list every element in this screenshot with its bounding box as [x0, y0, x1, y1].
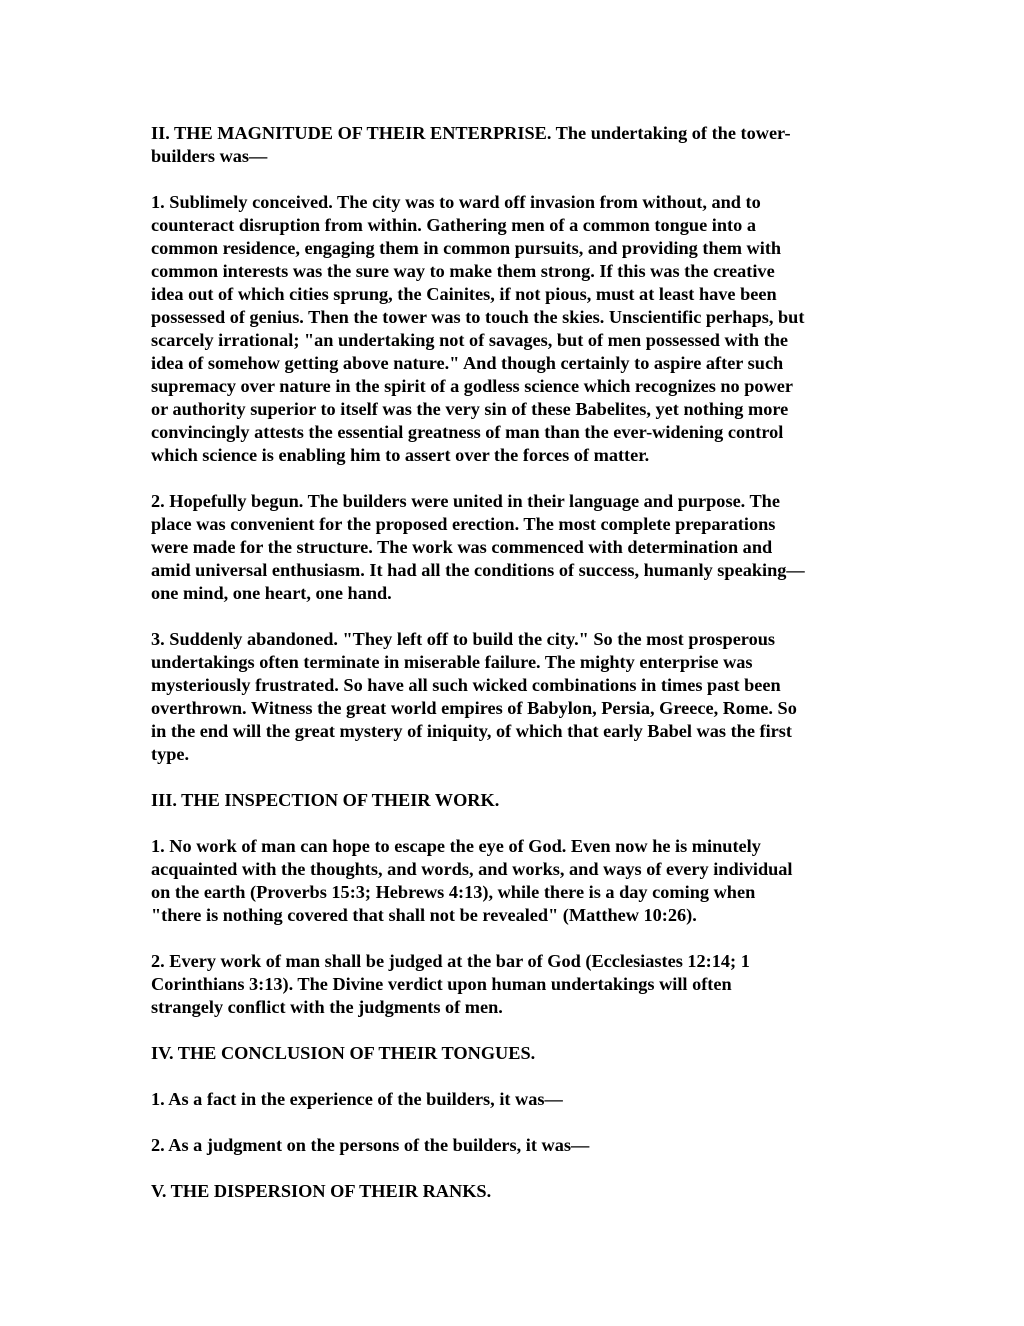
text-line: one mind, one heart, one hand.	[151, 583, 392, 603]
document-body	[151, 122, 876, 1226]
text-line: overthrown. Witness the great world empires of Babylon, Persia, Greece, Rome. So	[151, 698, 797, 718]
text-line: V. THE DISPERSION OF THEIR RANKS.	[151, 1181, 492, 1201]
text-line: common interests was the sure way to make them strong. If this was the creative	[151, 261, 775, 281]
text-line: Corinthians 3:13). The Divine verdict upon human undertakings will often	[151, 974, 732, 994]
text-line: type.	[151, 744, 190, 764]
text-line: place was convenient for the proposed erection. The most complete preparations	[151, 514, 776, 534]
text-line: supremacy over nature in the spirit of a godless science which recognizes no power	[151, 376, 793, 396]
text-line: in the end will the great mystery of iniquity, of which that early Babel was the first	[151, 721, 792, 741]
section-heading-ii	[151, 122, 876, 168]
text-line: amid universal enthusiasm. It had all the conditions of success, humanly speaking—	[151, 560, 805, 580]
text-line: acquainted with the thoughts, and words, and works, and ways of every individual	[151, 859, 793, 879]
text-line: on the earth (Proverbs 15:3; Hebrews 4:13), while there is a day coming when	[151, 882, 756, 902]
text-line: 1. No work of man can hope to escape the eye of God. Even now he is minutely	[151, 836, 761, 856]
paragraph-sublimely-conceived	[151, 191, 876, 467]
text-line: convincingly attests the essential greatness of man than the ever-widening control	[151, 422, 784, 442]
paragraph-hopefully-begun	[151, 490, 876, 605]
text-line: were made for the structure. The work was commenced with determination and	[151, 537, 773, 557]
paragraph-every-work-judged	[151, 950, 876, 1019]
text-line: idea of somehow getting above nature." And though certainly to aspire after such	[151, 353, 784, 373]
text-line: 2. Every work of man shall be judged at the bar of God (Ecclesiastes 12:14; 1	[151, 951, 750, 971]
text-line: II. THE MAGNITUDE OF THEIR ENTERPRISE. The undertaking of the tower-	[151, 123, 791, 143]
text-line: "there is nothing covered that shall not be revealed" (Matthew 10:26).	[151, 905, 697, 925]
paragraph-as-a-judgment	[151, 1134, 876, 1157]
text-line: common residence, engaging them in common pursuits, and providing them with	[151, 238, 782, 258]
text-line: 2. Hopefully begun. The builders were united in their language and purpose. The	[151, 491, 780, 511]
text-line: undertakings often terminate in miserable failure. The mighty enterprise was	[151, 652, 753, 672]
text-line: or authority superior to itself was the very sin of these Babelites, yet nothing more	[151, 399, 789, 419]
text-line: scarcely irrational; "an undertaking not of savages, but of men possessed with the	[151, 330, 788, 350]
text-line: 2. As a judgment on the persons of the builders, it was—	[151, 1135, 590, 1155]
section-heading-v	[151, 1180, 876, 1203]
text-line: idea out of which cities sprung, the Cainites, if not pious, must at least have been	[151, 284, 777, 304]
section-heading-iv	[151, 1042, 876, 1065]
paragraph-no-work-escapes	[151, 835, 876, 927]
text-line: strangely conflict with the judgments of men.	[151, 997, 503, 1017]
text-line: possessed of genius. Then the tower was to touch the skies. Unscientific perhaps, but	[151, 307, 805, 327]
text-line: mysteriously frustrated. So have all such wicked combinations in times past been	[151, 675, 781, 695]
text-line: III. THE INSPECTION OF THEIR WORK.	[151, 790, 500, 810]
text-line: which science is enabling him to assert over the forces of matter.	[151, 445, 650, 465]
text-line: 1. Sublimely conceived. The city was to ward off invasion from without, and to	[151, 192, 761, 212]
paragraph-suddenly-abandoned	[151, 628, 876, 766]
text-line: builders was—	[151, 146, 268, 166]
text-line: 3. Suddenly abandoned. "They left off to build the city." So the most prosperous	[151, 629, 776, 649]
text-line: IV. THE CONCLUSION OF THEIR TONGUES.	[151, 1043, 536, 1063]
text-line: 1. As a fact in the experience of the builders, it was—	[151, 1089, 563, 1109]
paragraph-as-a-fact	[151, 1088, 876, 1111]
section-heading-iii	[151, 789, 876, 812]
text-line: counteract disruption from within. Gathering men of a common tongue into a	[151, 215, 756, 235]
